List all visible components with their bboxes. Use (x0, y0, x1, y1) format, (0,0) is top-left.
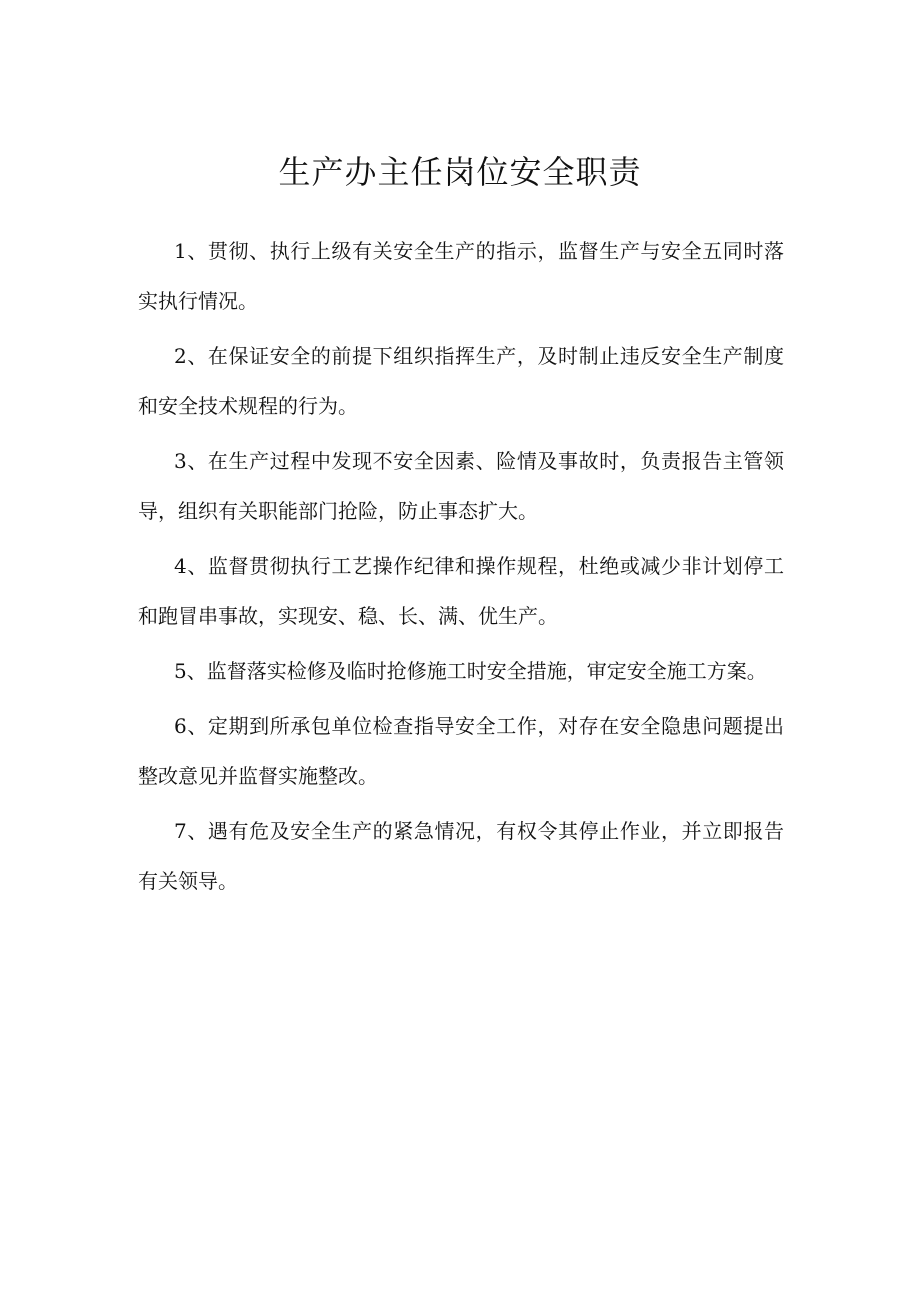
duty-item-7: 7、遇有危及安全生产的紧急情况，有权令其停止作业，并立即报告有关领导。 (138, 819, 784, 893)
document-title: 生产办主任岗位安全职责 (278, 153, 642, 191)
document-body (138, 226, 784, 911)
duty-item-3: 3、在生产过程中发现不安全因素、险情及事故时，负责报告主管领导，组织有关职能部门抢险，防止事态扩大。 (138, 449, 784, 523)
duty-item-5: 5、监督落实检修及临时抢修施工时安全措施，审定安全施工方案。 (174, 659, 767, 683)
duty-item-6: 6、定期到所承包单位检查指导安全工作，对存在安全隐患问题提出整改意见并监督实施整改。 (138, 714, 784, 788)
duty-item-1: 1、贯彻、执行上级有关安全生产的指示，监督生产与安全五同时落实执行情况。 (138, 239, 784, 313)
duty-item-4: 4、监督贯彻执行工艺操作纪律和操作规程，杜绝或减少非计划停工和跑冒串事故，实现安、稳、长、满、优生产。 (138, 554, 784, 628)
duty-item-2: 2、在保证安全的前提下组织指挥生产，及时制止违反安全生产制度和安全技术规程的行为。 (138, 344, 784, 418)
